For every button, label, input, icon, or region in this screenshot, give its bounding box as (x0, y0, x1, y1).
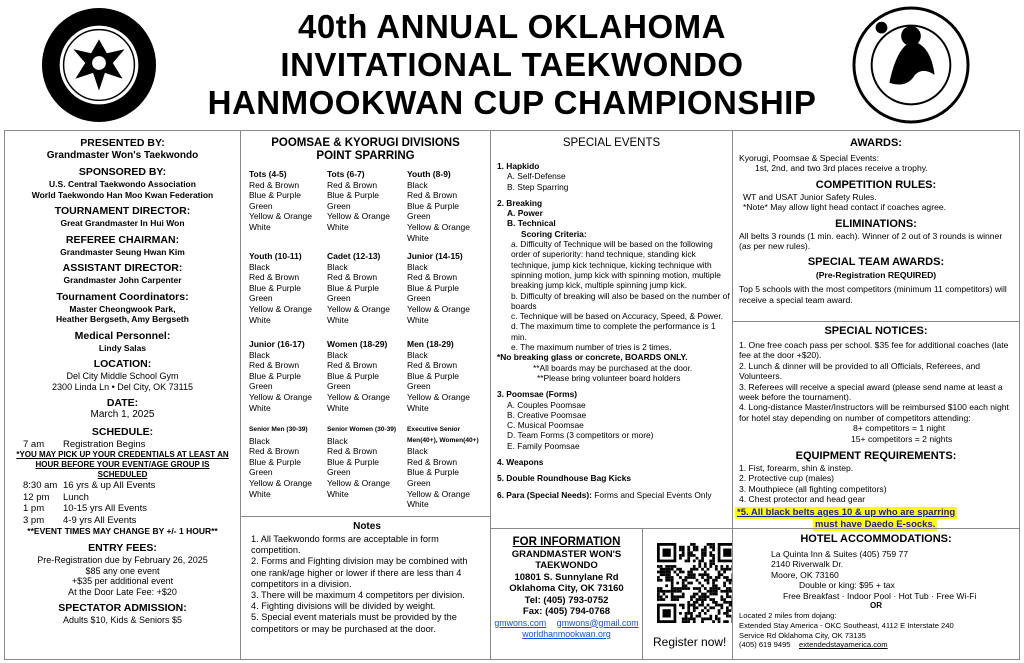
sponsor-2: World Taekwondo Han Moo Kwan Federation (31, 189, 214, 200)
notes-title: Notes (353, 521, 381, 532)
notices-section (733, 321, 1019, 531)
contact-info (491, 528, 643, 659)
belt-group: Green (327, 200, 351, 211)
website-link[interactable]: gmwons.com (494, 617, 547, 628)
belt-group: Black (407, 261, 428, 272)
location-1: Del City Middle School Gym (66, 371, 179, 381)
belt-group: Red & Brown (407, 272, 458, 283)
awards-heading: AWARDS: (850, 137, 902, 149)
belt-group: Yellow & Orange (249, 211, 313, 222)
divisions-column (241, 131, 491, 659)
e-socks-requirement: *5. All black belts ages 10 & up who are sparring must have Daedo E-socks. (737, 506, 956, 530)
division-name: Tots (4-5) (249, 169, 287, 179)
belt-group: Green (407, 477, 431, 488)
event-poomsae: 3. Poomsae (Forms) (497, 389, 578, 400)
belt-group: Black (407, 446, 428, 457)
sponsored-heading: SPONSORED BY: (78, 166, 167, 178)
notes-section (241, 516, 491, 659)
belt-group: Blue & Purple (249, 370, 301, 381)
event-roundhouse: 5. Double Roundhouse Bag Kicks (497, 473, 632, 484)
notice-sub: 8+ competitors = 1 night (853, 423, 946, 434)
coordinator-2: Heather Bergseth, Amy Bergseth (56, 314, 189, 324)
division-block (327, 425, 407, 499)
belt-group: Blue & Purple (249, 456, 301, 467)
header (0, 0, 1024, 128)
division-block (407, 251, 487, 325)
fax: Fax: (405) 794-0768 (522, 606, 611, 617)
event-sub: A. Power (507, 208, 543, 219)
belt-group: Yellow & Orange (407, 391, 471, 402)
hotel-line: (405) 619 9495 extendedstayamerica.com (739, 640, 888, 650)
event-sub: B. Creative Poomsae (507, 409, 587, 420)
hotel-line: 2140 Riverwalk Dr. (771, 559, 844, 570)
hotel-line: Free Breakfast · Indoor Pool · Hot Tub · Free Wi-Fi (783, 590, 977, 601)
fees-heading: ENTRY FEES: (88, 542, 157, 554)
belt-group: Black (249, 435, 270, 446)
division-block (327, 339, 407, 413)
belt-group: White (407, 499, 429, 510)
belt-group: Green (249, 200, 273, 211)
boards-note: **Please bring volunteer board holders (537, 372, 681, 383)
belt-group: Green (327, 293, 351, 304)
team-awards-sub: (Pre-Registration REQUIRED) (815, 270, 937, 281)
division-name: Youth (10-11) (249, 251, 302, 261)
belt-group: Yellow & Orange (249, 477, 313, 488)
belt-group: Green (407, 293, 431, 304)
criterion: c. Technique will be based on Accuracy, Speed, & Power. (511, 311, 723, 322)
belt-group: White (327, 314, 349, 325)
assistant-heading: ASSISTANT DIRECTOR: (62, 262, 183, 274)
address: Oklahoma City, OK 73160 (509, 583, 624, 594)
criterion: d. The maximum time to complete the performance is 1 min. (511, 321, 716, 342)
date: March 1, 2025 (90, 409, 155, 420)
belt-group: Red & Brown (249, 272, 300, 283)
equipment-item: 2. Protective cup (males) (739, 473, 835, 484)
division-block (407, 425, 487, 510)
organizers-column (5, 131, 241, 659)
awards-text: Kyorugi, Poomsae & Special Events: (739, 153, 879, 163)
assistant: Grandmaster John Carpenter (63, 275, 182, 285)
event-weapons: 4. Weapons (497, 457, 544, 468)
event-sub: C. Musical Poomsae (507, 420, 584, 431)
belt-group: Black (327, 435, 348, 446)
belt-group: Blue & Purple (327, 282, 379, 293)
belt-group: Blue & Purple (407, 282, 459, 293)
belt-group: Green (327, 381, 351, 392)
belt-group: Blue & Purple (327, 190, 379, 201)
notice-sub: 15+ competitors = 2 nights (851, 433, 953, 444)
belt-group: Black (327, 349, 348, 360)
credentials-warning: *YOU MAY PICK UP YOUR CREDENTIALS AT LEAST AN HOUR BEFORE YOUR EVENT/AGE GROUP IS SCHEDULED (16, 450, 229, 479)
hotel-section (733, 528, 1019, 659)
belt-group: Red & Brown (249, 360, 300, 371)
belt-group: Red & Brown (327, 272, 378, 283)
belt-group: White (407, 402, 429, 413)
belt-group: Blue & Purple (407, 467, 459, 478)
belt-group: Green (249, 293, 273, 304)
belt-group: Red & Brown (249, 179, 300, 190)
belt-group: Blue & Purple (249, 190, 301, 201)
belt-group: Yellow & Orange (327, 303, 391, 314)
qr-code-icon[interactable] (657, 537, 733, 629)
event-sub: A. Self-Defense (507, 171, 566, 182)
fee-1: Pre-Registration due by February 26, 2025 (37, 555, 208, 565)
belt-group: Red & Brown (407, 360, 458, 371)
divisions-title: POOMSAE & KYORUGI DIVISIONS POINT SPARRING (271, 137, 460, 162)
spectator: Adults $10, Kids & Seniors $5 (62, 615, 183, 625)
hotel-heading: HOTEL ACCOMMODATIONS: (800, 533, 952, 545)
belt-group: White (249, 314, 271, 325)
criterion: b. Difficulty of breaking will also be based on the number of boards (511, 290, 730, 311)
division-block (249, 169, 329, 233)
belt-group: White (249, 402, 271, 413)
notice-item: 1. One free coach pass per school. $35 fee for additional coaches (late fee at the door +$20). (739, 340, 1009, 361)
belt-group: Yellow & Orange (327, 477, 391, 488)
location-2: 2300 Linda Ln • Del City, OK 73115 (52, 381, 193, 392)
note-item: 1. All Taekwondo forms are acceptable in form competition. (251, 534, 439, 556)
division-block (249, 339, 329, 413)
belt-group: Black (249, 261, 270, 272)
medical-heading: Medical Personnel: (74, 329, 171, 342)
schedule-row-first: 7 am Registration Begins (23, 438, 146, 450)
phone: Tel: (405) 793-0752 (524, 594, 609, 606)
eliminations-text: All belts 3 rounds (1 min. each). Winner of 2 out of 3 rounds is winner (as per new rules). (739, 230, 1003, 252)
medical: Lindy Salas (98, 342, 147, 353)
equipment-item: 1. Fist, forearm, shin & instep. (739, 463, 854, 474)
belt-group: Red & Brown (327, 446, 378, 457)
belt-group: Yellow & Orange (407, 303, 471, 314)
no-glass-note: *No breaking glass or concrete, BOARDS ONLY. (497, 352, 688, 363)
event-sub: A. Couples Poomsae (507, 399, 586, 410)
belt-group: Blue & Purple (327, 370, 379, 381)
events-title: SPECIAL EVENTS (562, 137, 661, 149)
division-name: Junior (14-15) (407, 251, 463, 261)
world-hanmookwan-federation-logo (852, 6, 970, 124)
note-item: 3. There will be maximum 4 competitors per division. (251, 590, 465, 601)
equipment-heading: EQUIPMENT REQUIREMENTS: (795, 450, 957, 463)
coordinators-heading: Tournament Coordinators: (56, 290, 189, 303)
hotel-or: OR (870, 601, 882, 611)
belt-group: Red & Brown (407, 190, 458, 201)
schedule-row: 8:30 am 16 yrs & up All Events (23, 480, 156, 491)
division-name: Senior Men (30-39) (249, 426, 308, 433)
schedule-row: 12 pm Lunch (23, 491, 89, 503)
schedule-heading: SCHEDULE: (91, 425, 154, 438)
division-name: Cadet (12-13) (327, 251, 381, 261)
registration-qr-box (643, 528, 733, 659)
referee-heading: REFEREE CHAIRMAN: (65, 233, 180, 246)
schedule-list (5, 480, 240, 526)
belt-group: Red & Brown (249, 446, 300, 457)
rules-column (733, 131, 1019, 659)
events-list (497, 155, 731, 500)
belt-group: Green (407, 211, 431, 222)
division-block (327, 169, 407, 233)
belt-group: Green (249, 381, 273, 392)
division-name: Women (18-29) (327, 339, 388, 349)
coordinator-1: Master Cheongwook Park, (69, 303, 176, 314)
school-name: GRANDMASTER WON'S (511, 548, 622, 560)
schedule-row: 1 pm 10-15 yrs All Events (23, 503, 147, 514)
belt-group: Black (249, 349, 270, 360)
note-item: 5. Special event materials must be provided by the competitors or may be purchased at the door. (251, 612, 457, 634)
division-block (327, 251, 407, 325)
hotel-line: Extended Stay America - OKC Southeast, 4112 E Interstate 240 (739, 621, 954, 631)
notes-list (251, 534, 483, 635)
event-para: 6. Para (Special Needs): Forms and Special Events Only (497, 489, 712, 500)
belt-group: Yellow & Orange (407, 488, 471, 499)
email-link[interactable]: gmwons@gmail.com (556, 617, 639, 628)
belt-group: Green (249, 467, 273, 478)
director: Great Grandmaster In Hui Won (60, 218, 185, 228)
belt-group: White (407, 314, 429, 325)
belt-group: Red & Brown (327, 360, 378, 371)
note-item: 4. Fighting divisions will be divided by weight. (251, 601, 436, 612)
belt-group: Blue & Purple (249, 282, 301, 293)
school-name: TAEKWONDO (535, 560, 598, 571)
belt-group: Yellow & Orange (407, 221, 471, 232)
hotel-line: Moore, OK 73160 (771, 569, 839, 580)
notice-item: 4. Long-distance Master/Instructors will be reimbursed $100 each night for hotel stay depending on number of competitors attending: (739, 402, 1009, 423)
note-item: 2. Forms and Fighting division may be combined with one rank/age higher or lower if there are less than 4 competitors in a division. (251, 556, 468, 589)
fee-3: +$35 per additional event (71, 576, 174, 586)
fee-4: At the Door Late Fee: +$20 (68, 586, 177, 597)
location-heading: LOCATION: (93, 358, 152, 370)
belt-group: Yellow & Orange (249, 303, 313, 314)
belt-group: White (407, 232, 429, 243)
presenter: Grandmaster Won's Taekwondo (46, 150, 199, 161)
belt-group: Red & Brown (327, 179, 378, 190)
register-label: Register now! (653, 635, 727, 649)
hotel-line: La Quinta Inn & Suites (405) 759 77 (771, 549, 909, 559)
team-awards-text: Top 5 schools with the most competitors (minimum 11 competitors) will receive a special team award. (739, 284, 1007, 305)
belt-group: Black (327, 261, 348, 272)
notice-item: 3. Referees will receive a special award (please send name at least a week before the tournament). (739, 381, 1003, 403)
scoring-criteria: Scoring Criteria: (521, 228, 587, 239)
belt-group: Black (407, 349, 428, 360)
division-name: Tots (6-7) (327, 169, 365, 179)
schedule-change-note: **EVENT TIMES MAY CHANGE BY +/- 1 HOUR** (27, 526, 218, 536)
criterion: e. The maximum number of tries is 2 times. (511, 342, 672, 353)
rules-text: WT and USAT Junior Safety Rules. (743, 191, 877, 202)
presented-heading: PRESENTED BY: (80, 137, 165, 149)
division-name: Junior (16-17) (249, 339, 305, 349)
schedule-row: 3 pm 4-9 yrs All Events (23, 514, 137, 526)
belt-group: White (249, 221, 271, 232)
event-title: 40th ANNUAL OKLAHOMA INVITATIONAL TAEKWONDO HANMOOKWAN CUP CHAMPIONSHIP (207, 8, 817, 121)
hotel-line: Double or king: $95 + tax (799, 580, 895, 591)
rules-heading: COMPETITION RULES: (815, 178, 937, 191)
hotel-line: Located 2 miles from dojang: (739, 611, 837, 621)
division-name: Men (18-29) (407, 339, 454, 349)
event-sub: B. Step Sparring (507, 181, 569, 192)
event-breaking: 2. Breaking (497, 197, 543, 208)
director-heading: TOURNAMENT DIRECTOR: (54, 205, 191, 217)
belt-group: Yellow & Orange (327, 391, 391, 402)
us-central-taekwondo-logo (40, 6, 158, 124)
belt-group: Green (407, 381, 431, 392)
notices-heading: SPECIAL NOTICES: (824, 325, 928, 337)
division-block (249, 425, 329, 499)
fee-2: $85 any one event (85, 565, 160, 576)
belt-group: Blue & Purple (327, 456, 379, 467)
event-sub: E. Family Poomsae (507, 440, 580, 451)
sponsor-1: U.S. Central Taekwondo Association (49, 179, 196, 189)
extended-stay-link[interactable]: extendedstayamerica.com (798, 640, 888, 650)
event-hapkido: 1. Hapkido (497, 161, 540, 171)
notice-item: 2. Lunch & dinner will be provided to all Officials, Referees, and Volunteers. (739, 360, 981, 382)
info-title: FOR INFORMATION (512, 536, 621, 548)
address: 10801 S. Sunnylane Rd (514, 571, 619, 583)
boards-note: **All boards may be purchased at the door. (533, 362, 693, 373)
hotel-line: Service Rd Oklahoma City, OK 73135 (739, 630, 866, 640)
rules-text: *Note* May allow light head contact if coaches agree. (743, 202, 947, 213)
date-heading: DATE: (106, 397, 139, 409)
team-awards-heading: SPECIAL TEAM AWARDS: (807, 256, 945, 269)
equipment-item: 3. Mouthpiece (all fighting competitors) (739, 483, 887, 494)
spectator-heading: SPECTATOR ADMISSION: (58, 602, 187, 614)
belt-group: White (327, 402, 349, 413)
belt-group: White (327, 488, 349, 499)
federation-link[interactable]: worldhanmookwan.org (522, 629, 611, 639)
criterion: a. Difficulty of Technique will be based on the following order of superiority: hand technique, standing kick technique, jump kick technique, kicking technique with spinning motion, jump kick with spinning motion, multiple breaking jump kick, multiple spinning jump kick. (511, 239, 721, 291)
belt-group: Red & Brown (407, 456, 458, 467)
division-block (407, 339, 487, 413)
belt-group: White (249, 488, 271, 499)
division-block (249, 251, 329, 325)
eliminations-heading: ELIMINATIONS: (835, 217, 917, 230)
division-block (407, 169, 487, 243)
belt-group: White (327, 221, 349, 232)
division-name: Senior Women (30-39) (327, 426, 397, 433)
referee: Grandmaster Seung Hwan Kim (60, 246, 185, 257)
division-name: Youth (8-9) (407, 169, 451, 179)
awards-text: 1st, 2nd, and two 3rd places receive a trophy. (755, 163, 928, 174)
belt-group: Black (407, 179, 428, 190)
belt-group: Blue & Purple (407, 370, 459, 381)
belt-group: Green (327, 467, 351, 478)
info-grid (4, 130, 1020, 660)
equipment-item: 4. Chest protector and head gear (739, 494, 866, 505)
event-sub: D. Team Forms (3 competitors or more) (507, 430, 654, 441)
events-column (491, 131, 733, 659)
belt-group: Blue & Purple (407, 200, 459, 211)
event-sub: B. Technical (507, 218, 556, 229)
division-name: Executive Senior Men(40+), Women(40+) (407, 426, 479, 444)
belt-group: Yellow & Orange (249, 391, 313, 402)
belt-group: Yellow & Orange (327, 211, 391, 222)
